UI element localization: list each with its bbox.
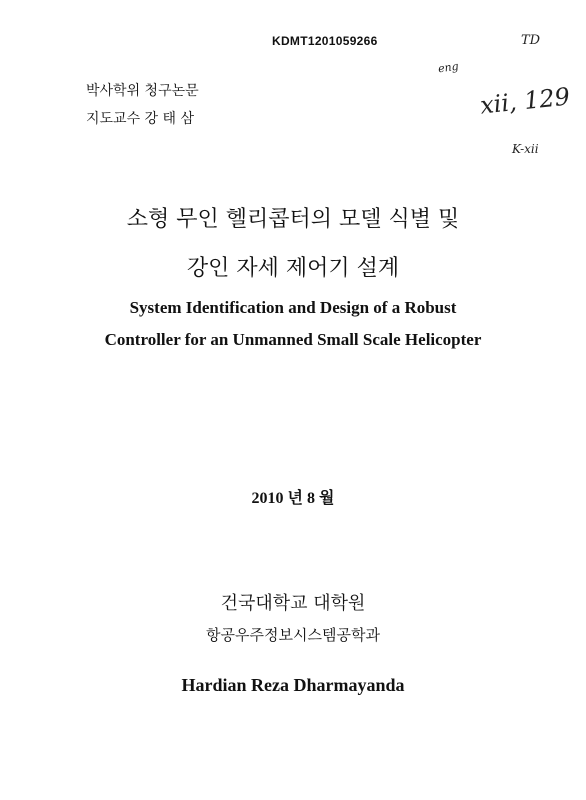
advisor-label: 지도교수 강 태 삼 bbox=[86, 111, 195, 127]
handwritten-note-eng: eng bbox=[437, 59, 460, 76]
degree-label: 박사학위 청구논문 bbox=[86, 83, 199, 99]
korean-title-line-1: 소형 무인 헬리콥터의 모델 식별 및 bbox=[126, 207, 460, 232]
university-name: 건국대학교 대학원 bbox=[220, 593, 366, 614]
handwritten-note-td: TD bbox=[521, 33, 541, 48]
handwritten-note-k: K-xii bbox=[512, 142, 539, 156]
author-name: Hardian Reza Dharmayanda bbox=[181, 675, 405, 695]
english-title-line-1: System Identification and Design of a Robust bbox=[129, 298, 457, 317]
department-name: 항공우주정보시스템공학과 bbox=[206, 626, 380, 644]
korean-title-line-2: 강인 자세 제어기 설계 bbox=[186, 256, 400, 281]
catalog-number: KDMT1201059266 bbox=[272, 34, 378, 48]
english-title-line-2: Controller for an Unmanned Small Scale Helicopter bbox=[104, 330, 482, 349]
handwritten-note-pages: xii, 129 bbox=[478, 82, 572, 120]
submission-date: 2010 년 8 월 bbox=[251, 490, 335, 507]
